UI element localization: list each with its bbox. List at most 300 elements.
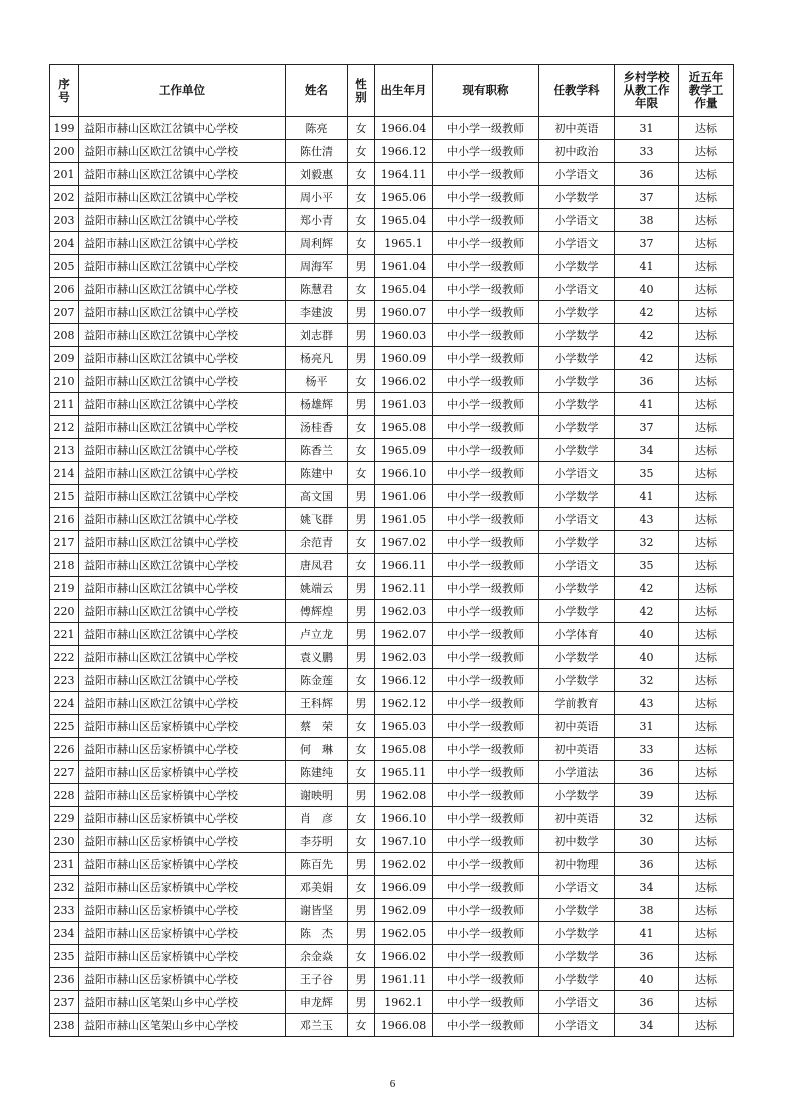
cell-gender: 男 — [348, 508, 375, 531]
cell-gender: 女 — [348, 370, 375, 393]
cell-birth: 1966.04 — [375, 117, 433, 140]
cell-unit: 益阳市赫山区岳家桥镇中心学校 — [79, 807, 286, 830]
cell-name: 傅辉煌 — [286, 600, 348, 623]
cell-years: 40 — [615, 646, 679, 669]
cell-birth: 1966.02 — [375, 945, 433, 968]
cell-birth: 1962.12 — [375, 692, 433, 715]
cell-subject: 小学数学 — [539, 899, 615, 922]
cell-index: 202 — [50, 186, 79, 209]
cell-index: 207 — [50, 301, 79, 324]
table-row — [50, 669, 734, 692]
cell-name: 余金焱 — [286, 945, 348, 968]
cell-name: 唐凤君 — [286, 554, 348, 577]
cell-birth: 1962.03 — [375, 600, 433, 623]
cell-title: 中小学一级教师 — [433, 853, 539, 876]
cell-unit: 益阳市赫山区欧江岔镇中心学校 — [79, 623, 286, 646]
cell-title: 中小学一级教师 — [433, 278, 539, 301]
cell-years: 37 — [615, 232, 679, 255]
cell-gender: 男 — [348, 577, 375, 600]
cell-unit: 益阳市赫山区欧江岔镇中心学校 — [79, 370, 286, 393]
cell-gender: 女 — [348, 439, 375, 462]
cell-birth: 1966.11 — [375, 554, 433, 577]
cell-name: 郑小青 — [286, 209, 348, 232]
cell-title: 中小学一级教师 — [433, 669, 539, 692]
cell-index: 208 — [50, 324, 79, 347]
cell-title: 中小学一级教师 — [433, 347, 539, 370]
cell-workload: 达标 — [679, 462, 734, 485]
cell-index: 212 — [50, 416, 79, 439]
cell-gender: 男 — [348, 623, 375, 646]
cell-title: 中小学一级教师 — [433, 393, 539, 416]
cell-workload: 达标 — [679, 485, 734, 508]
cell-subject: 小学数学 — [539, 577, 615, 600]
cell-gender: 女 — [348, 715, 375, 738]
cell-birth: 1967.10 — [375, 830, 433, 853]
cell-title: 中小学一级教师 — [433, 186, 539, 209]
cell-gender: 男 — [348, 301, 375, 324]
cell-birth: 1962.02 — [375, 853, 433, 876]
cell-gender: 女 — [348, 531, 375, 554]
cell-title: 中小学一级教师 — [433, 715, 539, 738]
cell-workload: 达标 — [679, 117, 734, 140]
cell-name: 杨雄辉 — [286, 393, 348, 416]
cell-unit: 益阳市赫山区欧江岔镇中心学校 — [79, 554, 286, 577]
cell-birth: 1966.09 — [375, 876, 433, 899]
table-row — [50, 853, 734, 876]
cell-subject: 小学数学 — [539, 531, 615, 554]
cell-title: 中小学一级教师 — [433, 600, 539, 623]
cell-years: 40 — [615, 278, 679, 301]
cell-name: 陈建纯 — [286, 761, 348, 784]
table-row — [50, 393, 734, 416]
cell-birth: 1966.12 — [375, 140, 433, 163]
table-row — [50, 623, 734, 646]
cell-unit: 益阳市赫山区岳家桥镇中心学校 — [79, 853, 286, 876]
table-row — [50, 416, 734, 439]
cell-title: 中小学一级教师 — [433, 991, 539, 1014]
cell-name: 姚端云 — [286, 577, 348, 600]
cell-index: 200 — [50, 140, 79, 163]
cell-title: 中小学一级教师 — [433, 531, 539, 554]
table-row — [50, 278, 734, 301]
cell-index: 237 — [50, 991, 79, 1014]
cell-unit: 益阳市赫山区欧江岔镇中心学校 — [79, 508, 286, 531]
cell-unit: 益阳市赫山区岳家桥镇中心学校 — [79, 784, 286, 807]
table-row — [50, 531, 734, 554]
cell-birth: 1966.10 — [375, 462, 433, 485]
table-row — [50, 692, 734, 715]
cell-index: 216 — [50, 508, 79, 531]
cell-workload: 达标 — [679, 416, 734, 439]
cell-name: 卢立龙 — [286, 623, 348, 646]
cell-title: 中小学一级教师 — [433, 301, 539, 324]
cell-birth: 1965.11 — [375, 761, 433, 784]
cell-workload: 达标 — [679, 991, 734, 1014]
cell-subject: 小学语文 — [539, 209, 615, 232]
table-header — [50, 65, 734, 117]
cell-title: 中小学一级教师 — [433, 209, 539, 232]
cell-birth: 1962.08 — [375, 784, 433, 807]
table-row — [50, 370, 734, 393]
cell-subject: 初中英语 — [539, 715, 615, 738]
cell-birth: 1961.04 — [375, 255, 433, 278]
cell-title: 中小学一级教师 — [433, 439, 539, 462]
header-row — [50, 65, 734, 117]
cell-workload: 达标 — [679, 669, 734, 692]
cell-years: 31 — [615, 117, 679, 140]
cell-gender: 女 — [348, 876, 375, 899]
cell-subject: 小学数学 — [539, 669, 615, 692]
cell-unit: 益阳市赫山区欧江岔镇中心学校 — [79, 692, 286, 715]
cell-subject: 小学语文 — [539, 508, 615, 531]
cell-index: 218 — [50, 554, 79, 577]
cell-title: 中小学一级教师 — [433, 163, 539, 186]
cell-gender: 女 — [348, 738, 375, 761]
table-row — [50, 715, 734, 738]
cell-title: 中小学一级教师 — [433, 899, 539, 922]
cell-subject: 小学语文 — [539, 991, 615, 1014]
cell-workload: 达标 — [679, 301, 734, 324]
page-number: 6 — [389, 1078, 396, 1090]
cell-birth: 1965.03 — [375, 715, 433, 738]
cell-gender: 男 — [348, 991, 375, 1014]
cell-index: 225 — [50, 715, 79, 738]
cell-workload: 达标 — [679, 554, 734, 577]
cell-index: 227 — [50, 761, 79, 784]
cell-unit: 益阳市赫山区岳家桥镇中心学校 — [79, 899, 286, 922]
cell-gender: 女 — [348, 830, 375, 853]
cell-workload: 达标 — [679, 968, 734, 991]
cell-unit: 益阳市赫山区欧江岔镇中心学校 — [79, 669, 286, 692]
cell-workload: 达标 — [679, 393, 734, 416]
cell-workload: 达标 — [679, 600, 734, 623]
cell-years: 35 — [615, 462, 679, 485]
cell-subject: 初中政治 — [539, 140, 615, 163]
cell-birth: 1961.05 — [375, 508, 433, 531]
cell-workload: 达标 — [679, 232, 734, 255]
cell-unit: 益阳市赫山区欧江岔镇中心学校 — [79, 439, 286, 462]
cell-unit: 益阳市赫山区欧江岔镇中心学校 — [79, 278, 286, 301]
cell-name: 袁义鹏 — [286, 646, 348, 669]
cell-birth: 1961.06 — [375, 485, 433, 508]
cell-title: 中小学一级教师 — [433, 1014, 539, 1037]
cell-unit: 益阳市赫山区岳家桥镇中心学校 — [79, 738, 286, 761]
cell-name: 谢映明 — [286, 784, 348, 807]
cell-title: 中小学一级教师 — [433, 416, 539, 439]
cell-index: 213 — [50, 439, 79, 462]
cell-birth: 1966.08 — [375, 1014, 433, 1037]
cell-unit: 益阳市赫山区欧江岔镇中心学校 — [79, 416, 286, 439]
cell-birth: 1966.10 — [375, 807, 433, 830]
cell-index: 204 — [50, 232, 79, 255]
cell-index: 238 — [50, 1014, 79, 1037]
cell-subject: 小学语文 — [539, 876, 615, 899]
cell-years: 41 — [615, 255, 679, 278]
cell-title: 中小学一级教师 — [433, 117, 539, 140]
cell-name: 刘毅惠 — [286, 163, 348, 186]
cell-unit: 益阳市赫山区笔架山乡中心学校 — [79, 1014, 286, 1037]
cell-workload: 达标 — [679, 278, 734, 301]
cell-gender: 女 — [348, 416, 375, 439]
table-row — [50, 738, 734, 761]
cell-birth: 1961.03 — [375, 393, 433, 416]
cell-name: 高文国 — [286, 485, 348, 508]
cell-index: 220 — [50, 600, 79, 623]
table-row — [50, 209, 734, 232]
cell-workload: 达标 — [679, 255, 734, 278]
cell-unit: 益阳市赫山区欧江岔镇中心学校 — [79, 301, 286, 324]
cell-name: 陈香兰 — [286, 439, 348, 462]
cell-workload: 达标 — [679, 807, 734, 830]
cell-years: 42 — [615, 347, 679, 370]
table-row — [50, 991, 734, 1014]
cell-index: 226 — [50, 738, 79, 761]
cell-unit: 益阳市赫山区笔架山乡中心学校 — [79, 991, 286, 1014]
cell-unit: 益阳市赫山区欧江岔镇中心学校 — [79, 600, 286, 623]
cell-birth: 1966.02 — [375, 370, 433, 393]
cell-years: 42 — [615, 324, 679, 347]
cell-name: 谢皆坚 — [286, 899, 348, 922]
cell-index: 223 — [50, 669, 79, 692]
cell-title: 中小学一级教师 — [433, 623, 539, 646]
table-row — [50, 255, 734, 278]
cell-unit: 益阳市赫山区岳家桥镇中心学校 — [79, 968, 286, 991]
table-row — [50, 600, 734, 623]
cell-gender: 男 — [348, 347, 375, 370]
cell-workload: 达标 — [679, 715, 734, 738]
cell-unit: 益阳市赫山区欧江岔镇中心学校 — [79, 347, 286, 370]
table-row — [50, 554, 734, 577]
cell-gender: 男 — [348, 485, 375, 508]
cell-workload: 达标 — [679, 899, 734, 922]
cell-birth: 1960.09 — [375, 347, 433, 370]
cell-unit: 益阳市赫山区欧江岔镇中心学校 — [79, 186, 286, 209]
table-row — [50, 140, 734, 163]
cell-index: 233 — [50, 899, 79, 922]
cell-name: 陈慧君 — [286, 278, 348, 301]
table-row — [50, 784, 734, 807]
col-header-index: 序号 — [50, 65, 79, 117]
cell-title: 中小学一级教师 — [433, 876, 539, 899]
cell-years: 43 — [615, 692, 679, 715]
cell-subject: 小学语文 — [539, 232, 615, 255]
col-header-years: 乡村学校从教工作年限 — [615, 65, 679, 117]
cell-index: 231 — [50, 853, 79, 876]
table-row — [50, 968, 734, 991]
cell-name: 李建波 — [286, 301, 348, 324]
cell-birth: 1967.02 — [375, 531, 433, 554]
table-row — [50, 945, 734, 968]
cell-title: 中小学一级教师 — [433, 761, 539, 784]
cell-name: 陈亮 — [286, 117, 348, 140]
cell-workload: 达标 — [679, 876, 734, 899]
cell-name: 余范青 — [286, 531, 348, 554]
cell-name: 周利辉 — [286, 232, 348, 255]
cell-gender: 男 — [348, 255, 375, 278]
cell-years: 31 — [615, 715, 679, 738]
cell-unit: 益阳市赫山区欧江岔镇中心学校 — [79, 117, 286, 140]
cell-subject: 初中数学 — [539, 830, 615, 853]
table-row — [50, 186, 734, 209]
cell-title: 中小学一级教师 — [433, 577, 539, 600]
cell-index: 224 — [50, 692, 79, 715]
cell-name: 王子谷 — [286, 968, 348, 991]
cell-years: 36 — [615, 853, 679, 876]
table-row — [50, 439, 734, 462]
cell-years: 41 — [615, 393, 679, 416]
table-row — [50, 830, 734, 853]
cell-subject: 小学数学 — [539, 945, 615, 968]
cell-index: 236 — [50, 968, 79, 991]
cell-birth: 1962.05 — [375, 922, 433, 945]
cell-years: 33 — [615, 738, 679, 761]
cell-name: 陈金莲 — [286, 669, 348, 692]
col-header-unit: 工作单位 — [79, 65, 286, 117]
cell-workload: 达标 — [679, 945, 734, 968]
cell-workload: 达标 — [679, 531, 734, 554]
cell-gender: 女 — [348, 1014, 375, 1037]
cell-workload: 达标 — [679, 439, 734, 462]
cell-gender: 女 — [348, 807, 375, 830]
cell-subject: 小学语文 — [539, 554, 615, 577]
cell-years: 43 — [615, 508, 679, 531]
table-row — [50, 577, 734, 600]
cell-title: 中小学一级教师 — [433, 922, 539, 945]
cell-title: 中小学一级教师 — [433, 807, 539, 830]
cell-unit: 益阳市赫山区岳家桥镇中心学校 — [79, 715, 286, 738]
table-row — [50, 232, 734, 255]
cell-index: 222 — [50, 646, 79, 669]
cell-birth: 1965.06 — [375, 186, 433, 209]
cell-years: 32 — [615, 807, 679, 830]
cell-title: 中小学一级教师 — [433, 692, 539, 715]
cell-title: 中小学一级教师 — [433, 324, 539, 347]
cell-subject: 小学道法 — [539, 761, 615, 784]
cell-gender: 男 — [348, 600, 375, 623]
cell-unit: 益阳市赫山区欧江岔镇中心学校 — [79, 232, 286, 255]
cell-index: 214 — [50, 462, 79, 485]
cell-name: 周小平 — [286, 186, 348, 209]
cell-title: 中小学一级教师 — [433, 738, 539, 761]
cell-index: 205 — [50, 255, 79, 278]
col-header-gender: 性别 — [348, 65, 375, 117]
table-row — [50, 117, 734, 140]
cell-birth: 1962.03 — [375, 646, 433, 669]
cell-birth: 1965.1 — [375, 232, 433, 255]
cell-years: 38 — [615, 899, 679, 922]
cell-index: 206 — [50, 278, 79, 301]
cell-index: 215 — [50, 485, 79, 508]
cell-title: 中小学一级教师 — [433, 462, 539, 485]
cell-subject: 小学数学 — [539, 600, 615, 623]
cell-years: 36 — [615, 945, 679, 968]
table-row — [50, 646, 734, 669]
cell-subject: 小学数学 — [539, 968, 615, 991]
cell-index: 235 — [50, 945, 79, 968]
table-row — [50, 807, 734, 830]
cell-unit: 益阳市赫山区岳家桥镇中心学校 — [79, 876, 286, 899]
table-row — [50, 922, 734, 945]
cell-years: 36 — [615, 761, 679, 784]
cell-birth: 1962.1 — [375, 991, 433, 1014]
table-row — [50, 508, 734, 531]
cell-name: 陈仕清 — [286, 140, 348, 163]
cell-gender: 女 — [348, 232, 375, 255]
cell-title: 中小学一级教师 — [433, 554, 539, 577]
cell-index: 203 — [50, 209, 79, 232]
cell-unit: 益阳市赫山区欧江岔镇中心学校 — [79, 324, 286, 347]
cell-subject: 初中物理 — [539, 853, 615, 876]
cell-birth: 1965.08 — [375, 738, 433, 761]
cell-workload: 达标 — [679, 577, 734, 600]
cell-gender: 男 — [348, 692, 375, 715]
cell-years: 32 — [615, 531, 679, 554]
cell-index: 234 — [50, 922, 79, 945]
cell-index: 221 — [50, 623, 79, 646]
cell-index: 199 — [50, 117, 79, 140]
cell-birth: 1964.11 — [375, 163, 433, 186]
cell-birth: 1962.11 — [375, 577, 433, 600]
cell-years: 34 — [615, 1014, 679, 1037]
cell-gender: 女 — [348, 554, 375, 577]
cell-name: 刘志群 — [286, 324, 348, 347]
cell-years: 42 — [615, 600, 679, 623]
cell-name: 李芬明 — [286, 830, 348, 853]
cell-gender: 女 — [348, 761, 375, 784]
cell-index: 232 — [50, 876, 79, 899]
cell-birth: 1962.07 — [375, 623, 433, 646]
cell-gender: 女 — [348, 462, 375, 485]
cell-subject: 学前教育 — [539, 692, 615, 715]
cell-unit: 益阳市赫山区欧江岔镇中心学校 — [79, 646, 286, 669]
cell-subject: 小学数学 — [539, 370, 615, 393]
cell-subject: 小学数学 — [539, 784, 615, 807]
cell-years: 42 — [615, 577, 679, 600]
cell-index: 201 — [50, 163, 79, 186]
cell-index: 229 — [50, 807, 79, 830]
cell-name: 汤桂香 — [286, 416, 348, 439]
cell-birth: 1960.07 — [375, 301, 433, 324]
cell-index: 209 — [50, 347, 79, 370]
cell-unit: 益阳市赫山区欧江岔镇中心学校 — [79, 393, 286, 416]
cell-subject: 初中英语 — [539, 738, 615, 761]
cell-years: 34 — [615, 439, 679, 462]
cell-years: 30 — [615, 830, 679, 853]
cell-gender: 女 — [348, 209, 375, 232]
cell-workload: 达标 — [679, 324, 734, 347]
cell-years: 34 — [615, 876, 679, 899]
cell-unit: 益阳市赫山区欧江岔镇中心学校 — [79, 485, 286, 508]
table-row — [50, 324, 734, 347]
cell-subject: 小学数学 — [539, 301, 615, 324]
cell-subject: 小学数学 — [539, 393, 615, 416]
cell-years: 32 — [615, 669, 679, 692]
cell-unit: 益阳市赫山区欧江岔镇中心学校 — [79, 209, 286, 232]
table-row — [50, 1014, 734, 1037]
cell-workload: 达标 — [679, 163, 734, 186]
cell-years: 40 — [615, 623, 679, 646]
cell-birth: 1965.08 — [375, 416, 433, 439]
cell-subject: 小学数学 — [539, 646, 615, 669]
cell-years: 41 — [615, 485, 679, 508]
cell-title: 中小学一级教师 — [433, 485, 539, 508]
cell-gender: 男 — [348, 393, 375, 416]
cell-name: 陈 杰 — [286, 922, 348, 945]
cell-workload: 达标 — [679, 646, 734, 669]
cell-title: 中小学一级教师 — [433, 508, 539, 531]
cell-name: 蔡 荣 — [286, 715, 348, 738]
cell-subject: 小学语文 — [539, 163, 615, 186]
